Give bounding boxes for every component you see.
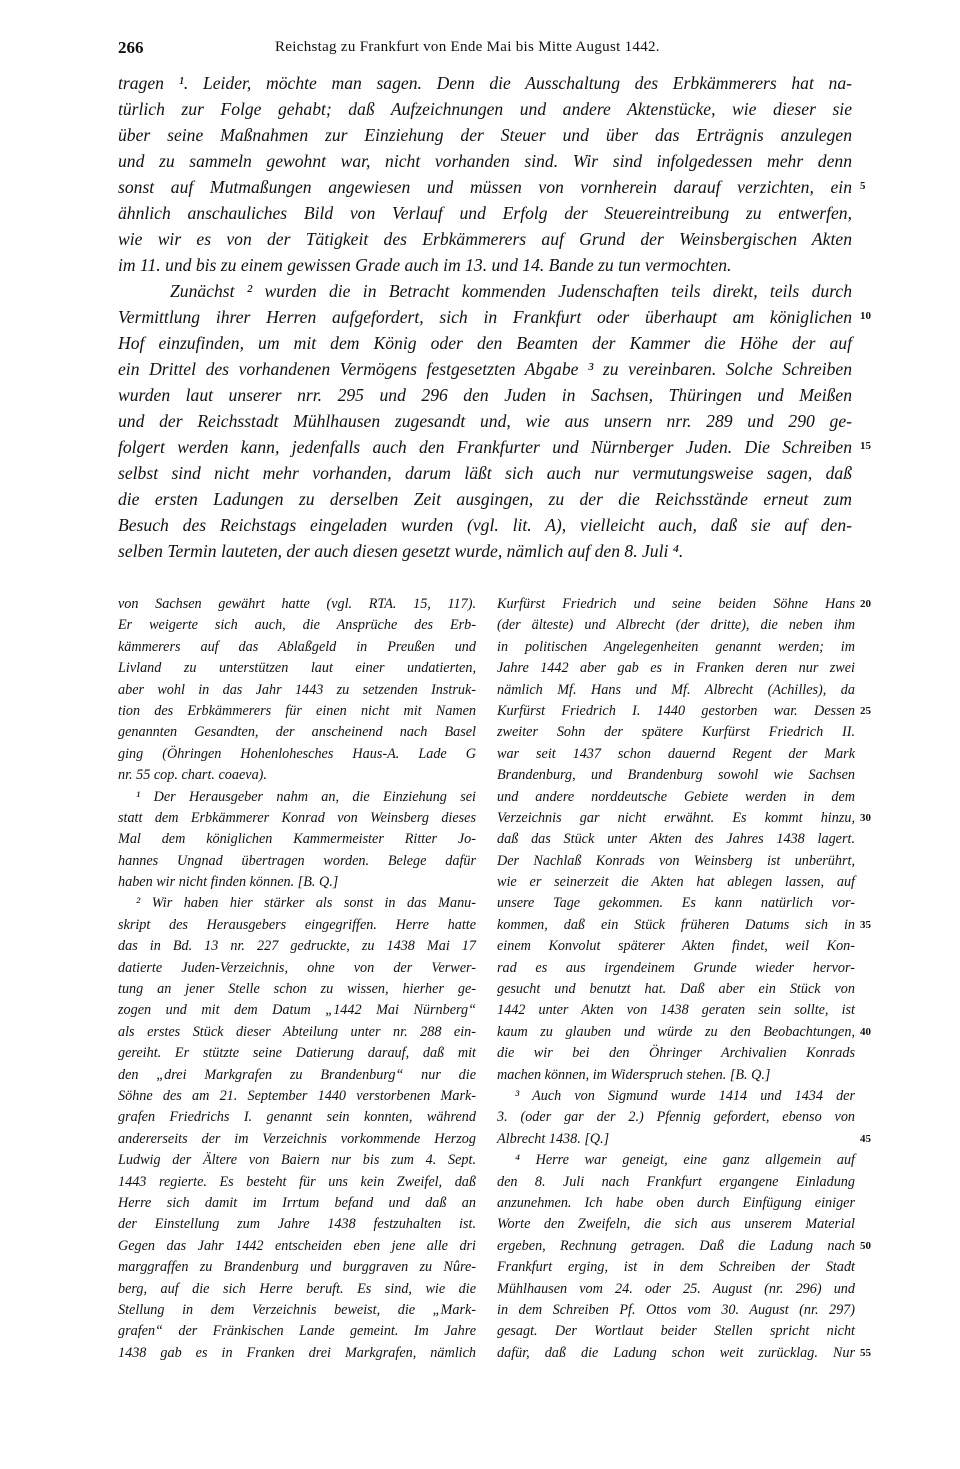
footnote-line: der Einstellung zum Jahre 1438 festzuhalten ist.: [118, 1216, 476, 1233]
footnote-line: Jahre 1442 aber gab es in Franken deren nur zwei: [497, 660, 855, 677]
footnote-line: Söhne des am 21. September 1440 verstorbenen Mark-: [118, 1087, 476, 1104]
footnote-line: rad es aus irgendeinem Grunde wieder hervor-: [497, 959, 855, 976]
main-line: ein Drittel des vorhandenen Vermögens festgesetzten Abgabe ³ zu vereinbaren. Solche Schreiben: [118, 359, 852, 379]
footnote-line: wie er seinerzeit die Akten hat ablegen lassen, auf: [497, 874, 855, 891]
main-line: folgert werden kann, jedenfalls auch den Frankfurter und Nürnberger Juden. Die Schreiben: [118, 437, 852, 457]
main-line: selben Termin lauteten, der auch diesen gesetzt wurde, nämlich auf den 8. Juli ⁴.: [118, 541, 684, 561]
line-number: 10: [860, 310, 871, 322]
footnote-line: als erstes Stück dieser Abteilung unter nr. 288 ein-: [118, 1023, 476, 1040]
main-line: und der Reichsstadt Mühlhausen zugesandt und, wie aus unsern nrr. 289 und 290 ge-: [118, 411, 852, 431]
footnote-line: Ludwig der Ältere von Baiern nur bis zum 4. Sept.: [118, 1152, 476, 1169]
line-number: 40: [860, 1026, 871, 1038]
footnote-line: den 8. Juli nach Frankfurt ergangene Einladung: [497, 1173, 855, 1190]
footnote-line: ergeben, Rechnung getragen. Daß die Ladung nach: [497, 1237, 855, 1254]
line-number: 45: [860, 1133, 871, 1145]
footnote-line: kaum zu glauben und würde zu den Beobachtungen,: [497, 1023, 855, 1040]
footnote-line: andererseits der im Verzeichnis vorkommende Herzog: [118, 1130, 476, 1147]
main-line: wurden laut unserer nrr. 295 und 296 den Juden in Sachsen, Thüringen und Meißen: [118, 385, 852, 405]
main-line: wie wir es von der Tätigkeit des Erbkämmerers auf Grund der Weinsbergischen Akten: [118, 229, 852, 249]
main-line: ähnlich anschauliches Bild von Verlauf und Erfolg der Steuereintreibung zu entwerfen,: [118, 203, 852, 223]
footnote-line: Kurfürst Friedrich I. 1440 gestorben war. Dessen: [497, 702, 855, 719]
footnote-line: Mal dem königlichen Kammermeister Ritter Jo-: [118, 831, 476, 848]
footnote-line: 1438 gab es in Franken drei Markgrafen, nämlich: [118, 1344, 476, 1361]
footnote-line: kommen, daß ein Stück früheren Datums sich in: [497, 916, 855, 933]
footnote-line: gereiht. Er stützte seine Datierung darauf, daß mit: [118, 1045, 476, 1062]
footnote-line: nämlich Mf. Hans und Mf. Albrecht (Achilles), da: [497, 681, 855, 698]
footnote-line: unsere Tage gekommen. Es kann natürlich vor-: [497, 895, 855, 912]
footnote-line: zogen und mit dem Datum „1442 Mai Nürnberg“: [118, 1002, 476, 1019]
main-line: selbst sind nicht mehr vorhanden, darum läßt sich auch nur vermutungsweise sagen, daß: [118, 463, 852, 483]
footnote-line: anzunehmen. Ich habe oben durch Einfügung einiger: [497, 1194, 855, 1211]
footnote-line: 3. (oder gar der 2.) Pfennig gefordert, ebenso von: [497, 1109, 855, 1126]
main-line: tragen ¹. Leider, möchte man sagen. Denn die Ausschaltung des Erbkämmerers hat na-: [118, 73, 852, 93]
footnote-line: Frankfurt erging, ist in dem Schreiben der Stadt: [497, 1259, 855, 1276]
line-number: 35: [860, 919, 871, 931]
main-line: Zunächst ² wurden die in Betracht kommenden Judenschaften teils direkt, teils durch: [170, 281, 852, 301]
footnote-line: zweiter Sohn der spätere Kurfürst Friedrich II.: [497, 724, 855, 741]
footnote-line: ⁴ Herre war geneigt, eine ganz allgemein auf: [515, 1152, 855, 1169]
footnote-line: gesagt. Der Wortlaut beider Stellen spricht nicht: [497, 1323, 855, 1340]
footnote-line: Er weigerte sich auch, die Ansprüche des Erb-: [118, 617, 476, 634]
page-number: 266: [118, 38, 144, 57]
line-number: 50: [860, 1240, 871, 1252]
footnote-line: die wir bei den Öhringer Archivalien Konrads: [497, 1045, 855, 1062]
footnote-line: genannten Gesandten, der anscheinend nach Basel: [118, 724, 476, 741]
footnote-line: Gegen das Jahr 1442 entscheiden eben jene alle dri: [118, 1237, 476, 1254]
footnote-line: grafen Friedrichs I. genannt sein konnten, während: [118, 1109, 476, 1126]
line-number: 30: [860, 812, 871, 824]
footnote-line: marggraffen zu Brandenburg und burggraven zu Nûre-: [118, 1259, 476, 1276]
footnote-line: Stellung in dem Verzeichnis beweist, die „Mark-: [118, 1301, 476, 1318]
main-line: im 11. und bis zu einem gewissen Grade auch im 13. und 14. Bande zu tun vermochten.: [118, 255, 732, 275]
line-number: 25: [860, 705, 871, 717]
footnote-line: ³ Auch von Sigmund wurde 1414 und 1434 der: [515, 1087, 855, 1104]
footnote-line: berg, auf die sich Herre beruft. Es sind, wie die: [118, 1280, 476, 1297]
line-number: 55: [860, 1347, 871, 1359]
footnote-line: Livland zu unterstützen laut einer undatierten,: [118, 660, 476, 677]
footnote-line: grafen“ der Fränkischen Lande gemeint. Im Jahre: [118, 1323, 476, 1340]
footnote-line: Verzeichnis gar nicht erwähnt. Es kommt hinzu,: [497, 809, 855, 826]
footnote-line: skript des Herausgebers eingegriffen. Herre hatte: [118, 916, 476, 933]
footnote-line: von Sachsen gewährt hatte (vgl. RTA. 15, 117).: [118, 596, 476, 612]
footnote-line: ging (Öhringen Hohenlohesches Haus-A. Lade G: [118, 745, 476, 762]
footnote-line: einem Konvolut späterer Akten findet, weil Kon-: [497, 938, 855, 955]
footnote-line: machen können, im Widerspruch stehen. [B. Q.]: [497, 1066, 771, 1083]
footnote-line: in politischen Angelegenheiten genannt werden; im: [497, 638, 855, 655]
footnote-line: Der Nachlaß Konrads von Weinsberg ist unberührt,: [497, 852, 855, 869]
footnote-line: Kurfürst Friedrich und seine beiden Söhne Hans: [497, 596, 855, 612]
page-header: [118, 38, 858, 58]
footnote-line: den „drei Markgrafen zu Brandenburg“ nur die: [118, 1066, 476, 1083]
footnote-line: aber wohl in das Jahr 1443 zu setzenden Instruk-: [118, 681, 476, 698]
footnote-line: und andere norddeutsche Gebiete werden in dem: [497, 788, 855, 805]
footnote-line: Herre sich damit im Irrtum befand und daß an: [118, 1194, 476, 1211]
footnote-line: Albrecht 1438. [Q.]: [497, 1130, 610, 1147]
footnote-line: tung an jener Stelle schon zu wissen, hierher ge-: [118, 981, 476, 998]
footnotes-right-column: [497, 594, 855, 1364]
footnote-line: das in Bd. 13 nr. 227 gedruckte, zu 1438 Mai 17: [118, 938, 476, 955]
footnote-line: ² Wir haben hier stärker als sonst in das Manu-: [136, 895, 476, 912]
footnote-line: datierte Juden-Verzeichnis, ohne von der Verwer-: [118, 959, 476, 976]
main-text: [118, 70, 852, 564]
footnote-line: in dem Schreiben Pf. Ottos vom 30. August (nr. 297): [497, 1301, 855, 1318]
footnote-line: tion des Erbkämmerers für einen nicht mit Namen: [118, 702, 476, 719]
footnote-line: gesucht und benutzt hat. Daß aber ein Stück von: [497, 981, 855, 998]
running-title: Reichstag zu Frankfurt von Ende Mai bis Mitte August 1442.: [275, 39, 660, 55]
line-number: 20: [860, 598, 871, 610]
footnotes-left-column: [118, 594, 476, 1364]
footnote-line: nr. 55 cop. chart. coaeva).: [118, 767, 267, 784]
footnote-line: ¹ Der Herausgeber nahm an, die Einziehung sei: [136, 788, 476, 805]
footnote-line: haben wir nicht finden können. [B. Q.]: [118, 874, 339, 891]
footnote-line: war seit 1437 schon dauernd Regent der Mark: [497, 745, 855, 762]
footnote-line: 1442 unter Akten von 1438 geraten sein sollte, ist: [497, 1002, 855, 1019]
footnote-line: Brandenburg, und Brandenburg sowohl wie Sachsen: [497, 767, 855, 784]
main-line: sonst auf Mutmaßungen angewiesen und müssen von vornherein darauf verzichten, ein: [118, 177, 852, 197]
line-number: 15: [860, 440, 871, 452]
footnote-line: hannes Ungnad übertragen worden. Belege dafür: [118, 852, 476, 869]
footnote-line: (der älteste) und Albrecht (der dritte), die neben ihm: [497, 617, 855, 634]
main-line: Besuch des Reichstags eingeladen wurden (vgl. lit. A), vielleicht auch, daß sie auf den-: [118, 515, 852, 535]
footnote-line: kämmerers auf das Ablaßgeld in Preußen und: [118, 638, 476, 655]
main-line: über seine Maßnahmen zur Einziehung der Steuer und über das Erträgnis anzulegen: [118, 125, 852, 145]
footnote-line: statt dem Erbkämmerer Konrad von Weinsberg dieses: [118, 809, 476, 826]
footnote-line: dafür, daß die Ladung schon weit zurücklag. Nur: [497, 1344, 855, 1361]
footnote-line: Mühlhausen vom 24. oder 25. August (nr. 296) und: [497, 1280, 855, 1297]
main-line: und zu sammeln gewohnt war, nicht vorhanden sind. Wir sind infolgedessen mehr denn: [118, 151, 852, 171]
main-line: türlich zur Folge gehabt; daß Aufzeichnungen und andere Aktenstücke, wie dieser sie: [118, 99, 852, 119]
footnote-line: Worte den Zweifeln, die sich aus unserem Material: [497, 1216, 855, 1233]
line-number: 5: [860, 180, 866, 192]
main-line: die ersten Ladungen zu derselben Zeit ausgingen, zu der die Reichsstände erneut zum: [118, 489, 852, 509]
footnote-line: daß das Stück unter Akten des Jahres 1438 lagert.: [497, 831, 855, 848]
footnote-line: 1443 regierte. Es besteht für uns kein Zweifel, daß: [118, 1173, 476, 1190]
main-line: Hof einzufinden, um mit dem König oder den Beamten der Kammer die Höhe der auf: [118, 333, 852, 353]
main-line: Vermittlung ihrer Herren aufgefordert, sich in Frankfurt oder überhaupt am königlichen: [118, 307, 852, 327]
